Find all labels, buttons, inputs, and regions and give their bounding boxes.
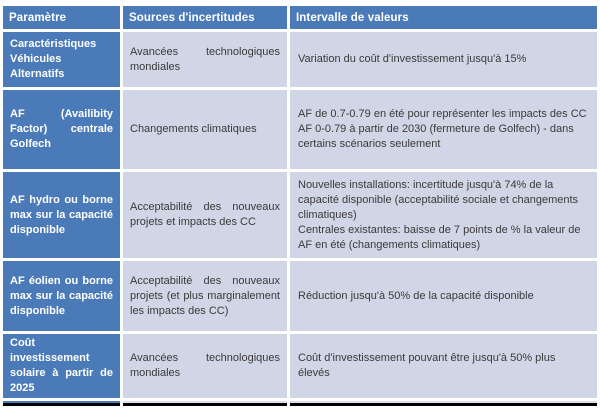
source-cell: Avancées technologiques mondiales bbox=[123, 334, 287, 398]
interval-line: Coût d'investissement pouvant être jusqu'à 50% plus élevés bbox=[298, 352, 556, 379]
interval-cell bbox=[290, 261, 597, 331]
interval-cell bbox=[290, 172, 597, 258]
source-cell: Avancées technologiques mondiales bbox=[123, 32, 287, 87]
table-row bbox=[3, 90, 597, 169]
source-cell: Acceptabilité des nouveaux projets (et plus marginalement les impacts des CC) bbox=[123, 261, 287, 331]
param-cell: AF éolien ou borne max sur la capacité disponible bbox=[3, 261, 120, 331]
col-header-parametre: Paramètre bbox=[3, 6, 120, 29]
interval-line: AF 0-0.79 à partir de 2030 (fermeture de Golfech) - dans certains scénarios seulement bbox=[298, 123, 574, 150]
source-cell-cropped bbox=[123, 401, 287, 406]
param-cell: AF hydro ou borne max sur la capacité disponible bbox=[3, 172, 120, 258]
interval-cell-cropped bbox=[290, 401, 597, 406]
interval-line: Variation du coût d'investissement jusqu'à 15% bbox=[298, 53, 527, 65]
param-cell: Coût investissement solaire à partir de 2025 bbox=[3, 334, 120, 398]
interval-cell bbox=[290, 32, 597, 87]
table-header-row bbox=[3, 6, 597, 29]
table-row bbox=[3, 32, 597, 87]
interval-line: Nouvelles installations: incertitude jusqu'à 74% de la capacité disponible (acceptabilité sociale et changements climatiques) bbox=[298, 178, 579, 221]
col-header-intervalle: Intervalle de valeurs bbox=[290, 6, 597, 29]
source-cell: Acceptabilité des nouveaux projets et impacts des CC bbox=[123, 172, 287, 258]
interval-line: Réduction jusqu'à 50% de la capacité disponible bbox=[298, 289, 534, 302]
interval-line: AF de 0.7-0.79 en été pour représenter les impacts des CC bbox=[298, 108, 587, 120]
interval-cell bbox=[290, 90, 597, 169]
param-cell: Caractéristiques Véhicules Alternatifs bbox=[3, 32, 120, 87]
param-cell-cropped bbox=[3, 401, 120, 406]
cropped-next-row bbox=[3, 401, 597, 406]
interval-cell bbox=[290, 334, 597, 398]
table-row bbox=[3, 261, 597, 331]
source-cell: Changements climatiques bbox=[123, 90, 287, 169]
param-cell: AF (Availibity Factor) centrale Golfech bbox=[3, 90, 120, 169]
table-row bbox=[3, 172, 597, 258]
interval-line: Centrales existantes: baisse de 7 points de % la valeur de AF en été (changements climatiques) bbox=[298, 223, 581, 251]
col-header-sources: Sources d'incertitudes bbox=[123, 6, 287, 29]
uncertainty-parameters-table bbox=[0, 3, 600, 409]
table-row bbox=[3, 334, 597, 398]
